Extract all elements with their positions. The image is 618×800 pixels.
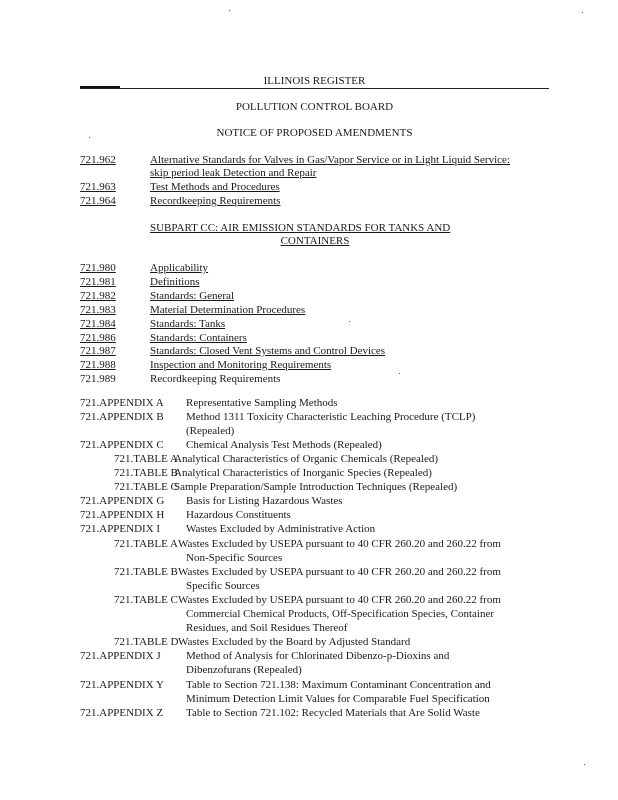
section-number: 721.986 [80,332,116,344]
table-label: 721.TABLE A [114,538,178,550]
appendix-label: 721.APPENDIX B [80,411,164,423]
section-number: 721.984 [80,318,116,330]
section-title: Inspection and Monitoring Requirements [150,359,332,371]
table-title: Analytical Characteristics of Inorganic Species (Repealed) [174,467,432,479]
table-title-continued: Residues, and Soil Residues Thereof [186,622,348,634]
subpart-heading: SUBPART CC: AIR EMISSION STANDARDS FOR TANKS AND [150,222,451,234]
scan-speck [584,764,585,765]
section-title: Standards: Tanks [150,318,226,330]
appendix-label: 721.APPENDIX J [80,650,161,662]
appendix-title: Table to Section 721.102: Recycled Materials that Are Solid Waste [186,707,480,719]
section-number: 721.962 [80,154,116,166]
appendix-title-continued: (Repealed) [186,425,235,437]
section-title: Standards: Containers [150,332,247,344]
appendix-label: 721.APPENDIX A [80,397,164,409]
section-number: 721.963 [80,181,116,193]
appendix-title: Wastes Excluded by Administrative Action [186,523,376,535]
table-title-continued: Specific Sources [186,580,260,592]
appendix-label: 721.APPENDIX I [80,523,161,535]
appendix-label: 721.APPENDIX G [80,495,165,507]
table-label: 721.TABLE A [114,453,178,465]
section-title: Alternative Standards for Valves in Gas/Vapor Service or in Light Liquid Service: [150,154,510,166]
appendix-title: Method of Analysis for Chlorinated Dibenzo-p-Dioxins and [186,650,450,662]
scan-speck [229,10,230,11]
appendix-title: Representative Sampling Methods [186,397,338,409]
section-title: Recordkeeping Requirements [150,195,281,207]
appendix-label: 721.APPENDIX C [80,439,164,451]
appendix-title: Basis for Listing Hazardous Wastes [186,495,343,507]
section-title: Standards: Closed Vent Systems and Control Devices [150,345,386,357]
section-title: Definitions [150,276,200,288]
section-number: 721.988 [80,359,116,371]
table-label: 721.TABLE C [114,481,178,493]
section-title: Recordkeeping Requirements [150,373,281,385]
subpart-heading-continued: CONTAINERS [280,235,350,247]
section-number: 721.987 [80,345,116,357]
board-title: POLLUTION CONTROL BOARD [235,101,394,113]
section-number: 721.989 [80,373,116,385]
table-title-continued: Non-Specific Sources [186,552,283,564]
section-title-continued: skip period leak Detection and Repair [150,167,317,179]
header-rule [80,88,549,89]
section-number: 721.982 [80,290,116,302]
appendix-label: 721.APPENDIX Z [80,707,164,719]
appendix-title: Chemical Analysis Test Methods (Repealed) [186,439,382,451]
appendix-title: Table to Section 721.138: Maximum Contaminant Concentration and [186,679,491,691]
table-title: Wastes Excluded by the Board by Adjusted Standard [178,636,411,648]
section-title: Test Methods and Procedures [150,181,280,193]
section-number: 721.964 [80,195,116,207]
table-label: 721.TABLE D [114,636,179,648]
table-title: Analytical Characteristics of Organic Chemicals (Repealed) [174,453,438,465]
table-title-continued: Commercial Chemical Products, Off-Specification Species, Container [186,608,495,620]
section-title: Standards: General [150,290,234,302]
notice-title: NOTICE OF PROPOSED AMENDMENTS [216,127,413,139]
section-number: 721.981 [80,276,116,288]
register-title: ILLINOIS REGISTER [263,75,366,87]
appendix-label: 721.APPENDIX Y [80,679,164,691]
scan-speck [349,321,350,322]
section-title: Applicability [150,262,209,274]
table-title: Wastes Excluded by USEPA pursuant to 40 CFR 260.20 and 260.22 from [178,566,501,578]
appendix-title-continued: Minimum Detection Limit Values for Comparable Fuel Specification [186,693,490,705]
table-label: 721.TABLE B [114,467,178,479]
scan-speck [399,373,400,374]
appendix-title: Method 1311 Toxicity Characteristic Leaching Procedure (TCLP) [186,411,476,423]
section-number: 721.983 [80,304,116,316]
appendix-title: Hazardous Constituents [186,509,291,521]
scan-speck [582,12,583,13]
table-title: Wastes Excluded by USEPA pursuant to 40 CFR 260.20 and 260.22 from [178,594,501,606]
table-label: 721.TABLE C [114,594,178,606]
appendix-label: 721.APPENDIX H [80,509,165,521]
table-title: Sample Preparation/Sample Introduction Techniques (Repealed) [174,481,458,493]
table-title: Wastes Excluded by USEPA pursuant to 40 CFR 260.20 and 260.22 from [178,538,501,550]
table-label: 721.TABLE B [114,566,178,578]
section-number: 721.980 [80,262,116,274]
appendix-title-continued: Dibenzofurans (Repealed) [186,664,302,676]
section-title: Material Determination Procedures [150,304,306,316]
